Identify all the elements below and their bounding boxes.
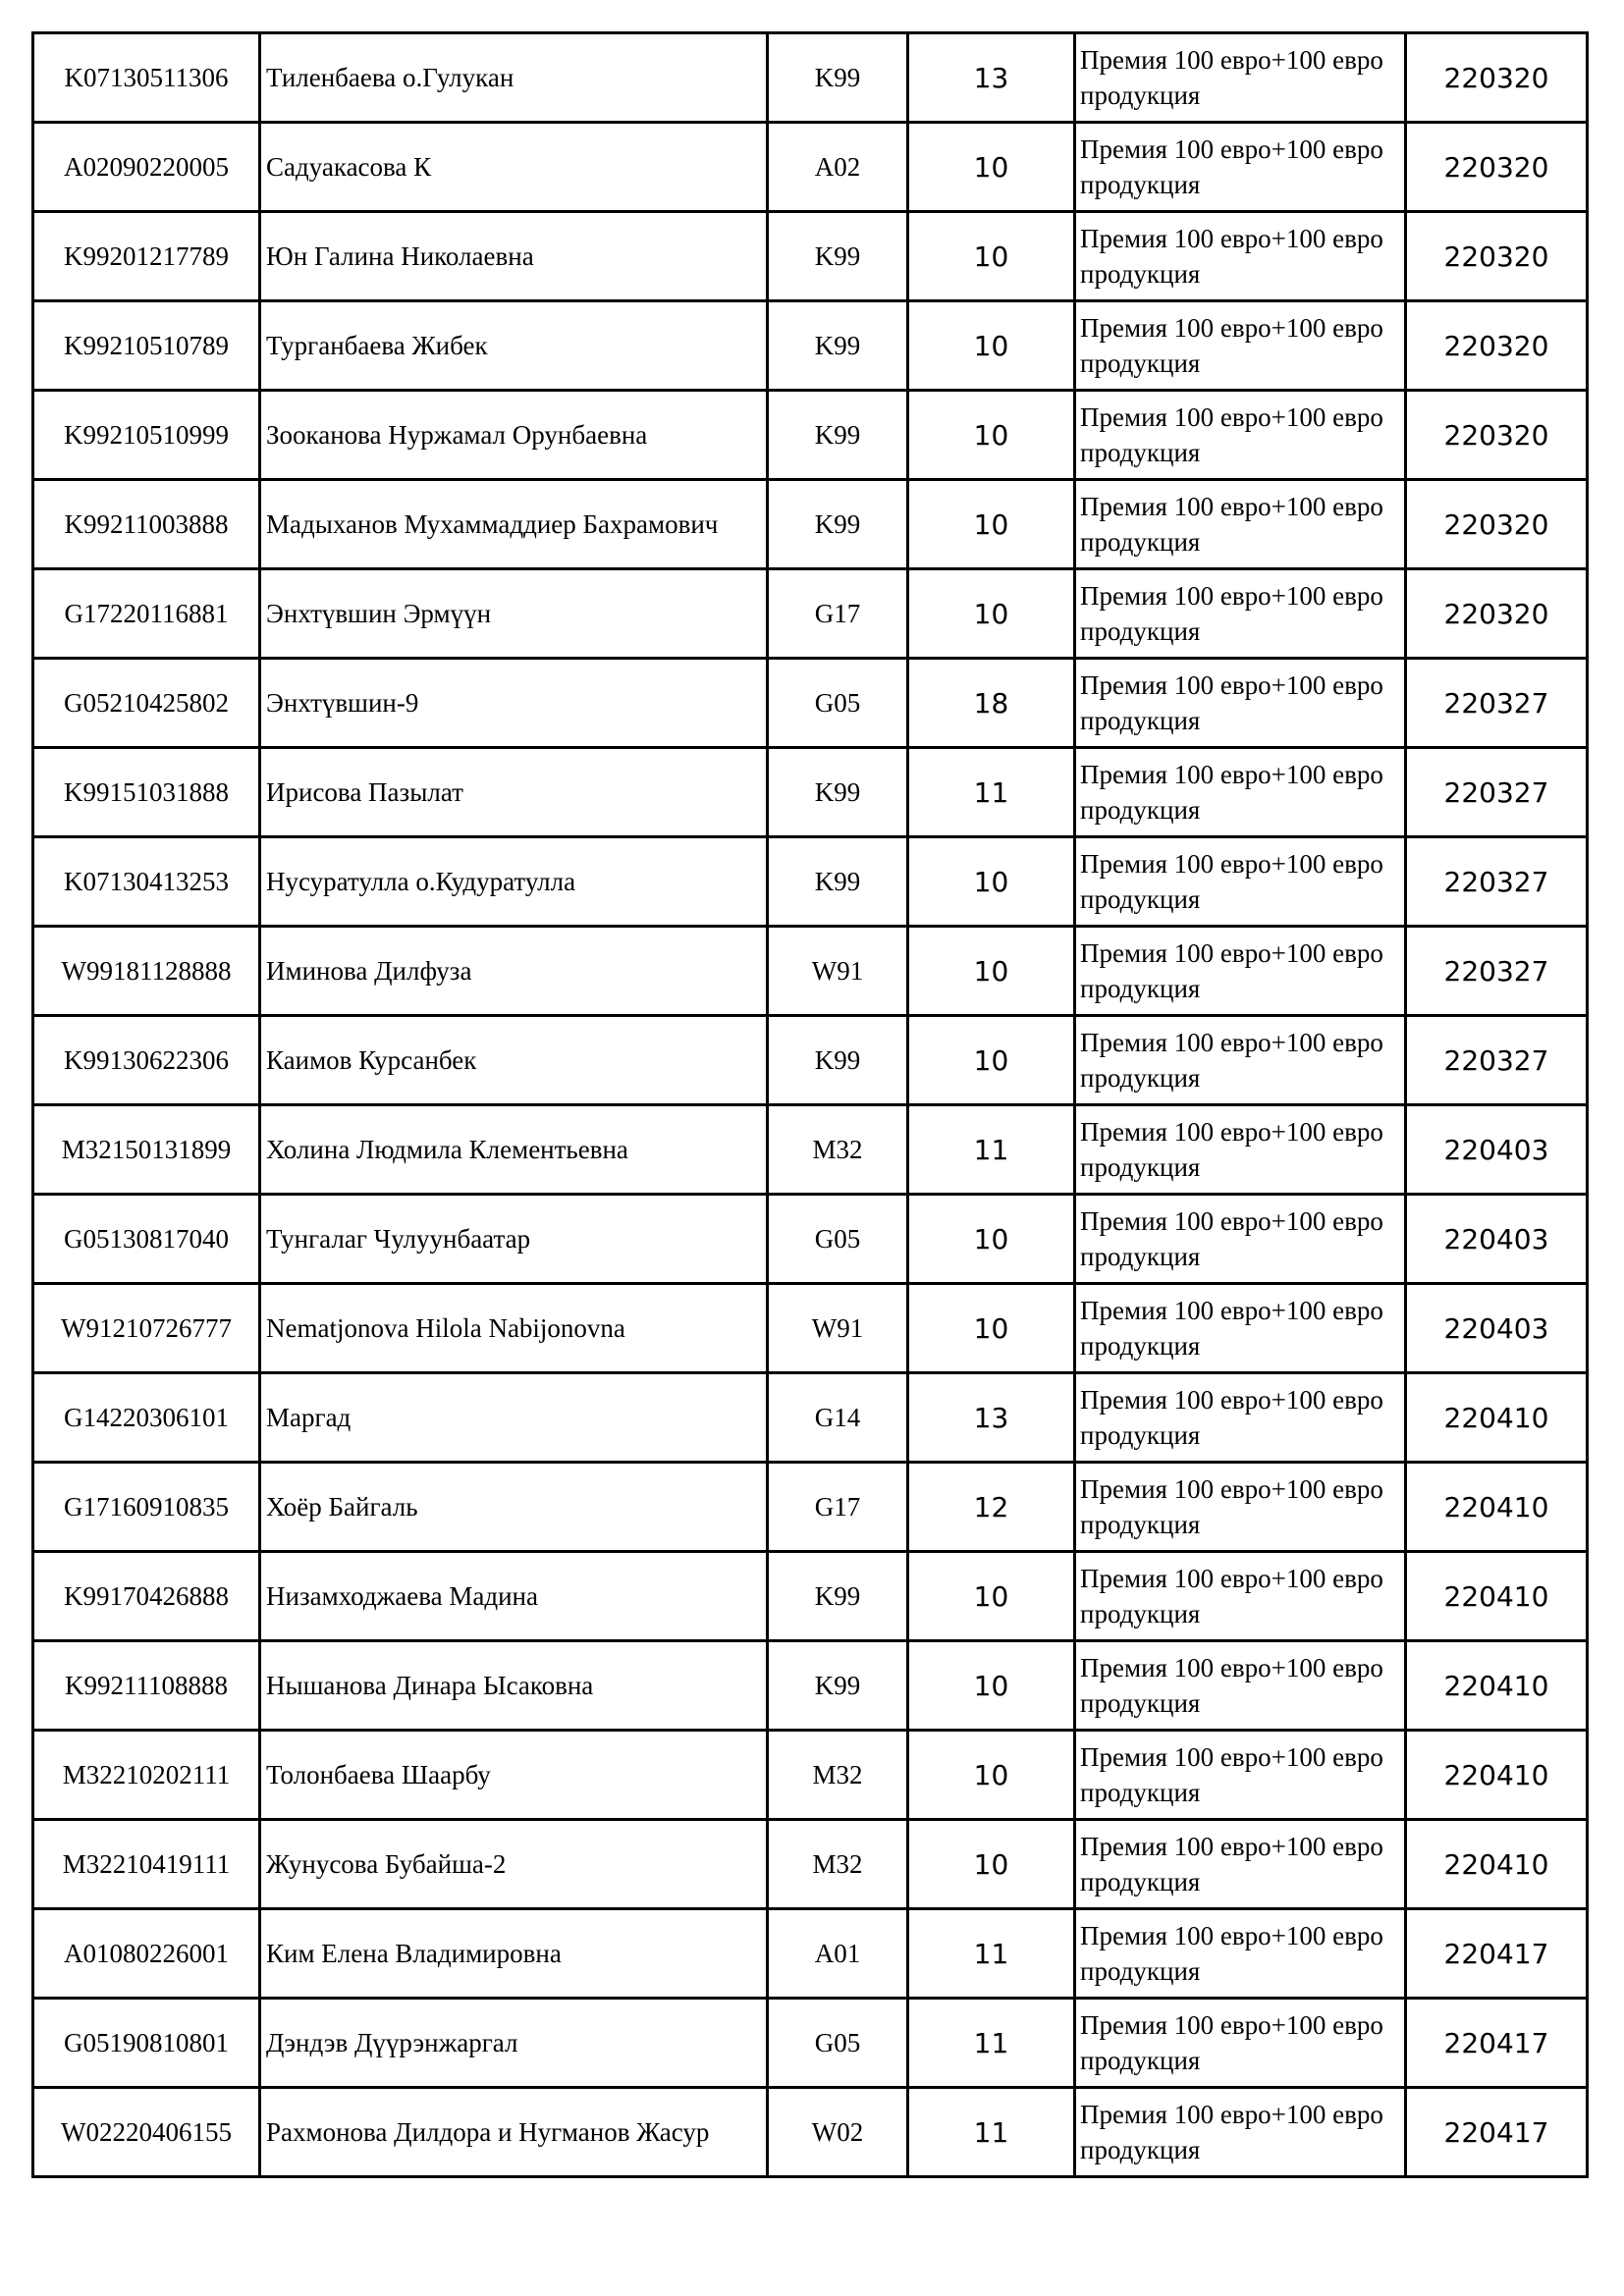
date-cell: 220327 <box>1406 1016 1588 1105</box>
count-cell: 10 <box>908 569 1075 659</box>
group-code-cell: K99 <box>768 1552 908 1641</box>
table-row <box>33 1463 1588 1552</box>
count-cell: 10 <box>908 1820 1075 1909</box>
member-name-cell: Иминова Дилфуза <box>260 927 768 1016</box>
prize-cell: Премия 100 евро+100 евро продукция <box>1075 1463 1406 1552</box>
member-code-cell: G17160910835 <box>33 1463 260 1552</box>
member-code-cell: K99211108888 <box>33 1641 260 1731</box>
prize-cell: Премия 100 евро+100 евро продукция <box>1075 1284 1406 1373</box>
member-name-cell: Холина Людмила Клементьевна <box>260 1105 768 1195</box>
prize-cell: Премия 100 евро+100 евро продукция <box>1075 212 1406 301</box>
table-row <box>33 33 1588 123</box>
member-name-cell: Энхтүвшин Эрмүүн <box>260 569 768 659</box>
member-code-cell: K99130622306 <box>33 1016 260 1105</box>
count-cell: 10 <box>908 123 1075 212</box>
table-row <box>33 480 1588 569</box>
member-code-cell: K99210510999 <box>33 391 260 480</box>
count-cell: 18 <box>908 659 1075 748</box>
date-cell: 220410 <box>1406 1641 1588 1731</box>
date-cell: 220327 <box>1406 659 1588 748</box>
table-row <box>33 659 1588 748</box>
group-code-cell: K99 <box>768 212 908 301</box>
count-cell: 10 <box>908 927 1075 1016</box>
count-cell: 11 <box>908 2088 1075 2177</box>
table-row <box>33 1909 1588 1999</box>
count-cell: 10 <box>908 1284 1075 1373</box>
member-name-cell: Маргад <box>260 1373 768 1463</box>
date-cell: 220327 <box>1406 837 1588 927</box>
date-cell: 220410 <box>1406 1820 1588 1909</box>
date-cell: 220320 <box>1406 301 1588 391</box>
table-row <box>33 1373 1588 1463</box>
member-name-cell: Энхтүвшин-9 <box>260 659 768 748</box>
prize-cell: Премия 100 евро+100 евро продукция <box>1075 391 1406 480</box>
date-cell: 220320 <box>1406 212 1588 301</box>
count-cell: 10 <box>908 1552 1075 1641</box>
count-cell: 10 <box>908 1195 1075 1284</box>
prize-cell: Премия 100 евро+100 евро продукция <box>1075 1999 1406 2088</box>
member-name-cell: Ким Елена Владимировна <box>260 1909 768 1999</box>
member-code-cell: A01080226001 <box>33 1909 260 1999</box>
prize-cell: Премия 100 евро+100 евро продукция <box>1075 659 1406 748</box>
count-cell: 10 <box>908 1731 1075 1820</box>
member-name-cell: Нышанова Динара Ысаковна <box>260 1641 768 1731</box>
member-code-cell: K99211003888 <box>33 480 260 569</box>
date-cell: 220320 <box>1406 569 1588 659</box>
member-code-cell: K99201217789 <box>33 212 260 301</box>
group-code-cell: K99 <box>768 748 908 837</box>
count-cell: 11 <box>908 1105 1075 1195</box>
member-name-cell: Рахмонова Дилдора и Нугманов Жасур <box>260 2088 768 2177</box>
date-cell: 220410 <box>1406 1373 1588 1463</box>
prize-cell: Премия 100 евро+100 евро продукция <box>1075 927 1406 1016</box>
member-name-cell: Ирисова Пазылат <box>260 748 768 837</box>
group-code-cell: K99 <box>768 837 908 927</box>
awards-table-body <box>33 33 1588 2177</box>
date-cell: 220327 <box>1406 748 1588 837</box>
prize-cell: Премия 100 евро+100 евро продукция <box>1075 2088 1406 2177</box>
table-row <box>33 1641 1588 1731</box>
count-cell: 10 <box>908 212 1075 301</box>
count-cell: 11 <box>908 748 1075 837</box>
member-name-cell: Nematjonova Hilola Nabijonovna <box>260 1284 768 1373</box>
date-cell: 220403 <box>1406 1195 1588 1284</box>
member-name-cell: Турганбаева Жибек <box>260 301 768 391</box>
table-row <box>33 1284 1588 1373</box>
member-code-cell: G05190810801 <box>33 1999 260 2088</box>
count-cell: 10 <box>908 837 1075 927</box>
member-name-cell: Тунгалаг Чулуунбаатар <box>260 1195 768 1284</box>
group-code-cell: G05 <box>768 1195 908 1284</box>
count-cell: 12 <box>908 1463 1075 1552</box>
date-cell: 220403 <box>1406 1105 1588 1195</box>
member-code-cell: K99210510789 <box>33 301 260 391</box>
table-row <box>33 1016 1588 1105</box>
member-code-cell: G05210425802 <box>33 659 260 748</box>
group-code-cell: G14 <box>768 1373 908 1463</box>
prize-cell: Премия 100 евро+100 евро продукция <box>1075 1373 1406 1463</box>
date-cell: 220320 <box>1406 33 1588 123</box>
group-code-cell: K99 <box>768 1641 908 1731</box>
member-name-cell: Дэндэв Дүүрэнжаргал <box>260 1999 768 2088</box>
prize-cell: Премия 100 евро+100 евро продукция <box>1075 569 1406 659</box>
prize-cell: Премия 100 евро+100 евро продукция <box>1075 123 1406 212</box>
group-code-cell: G17 <box>768 569 908 659</box>
member-code-cell: M32150131899 <box>33 1105 260 1195</box>
table-row <box>33 569 1588 659</box>
prize-cell: Премия 100 евро+100 евро продукция <box>1075 33 1406 123</box>
date-cell: 220320 <box>1406 123 1588 212</box>
date-cell: 220417 <box>1406 2088 1588 2177</box>
prize-cell: Премия 100 евро+100 евро продукция <box>1075 1909 1406 1999</box>
member-code-cell: G14220306101 <box>33 1373 260 1463</box>
table-row <box>33 927 1588 1016</box>
group-code-cell: M32 <box>768 1820 908 1909</box>
table-row <box>33 212 1588 301</box>
member-code-cell: M32210419111 <box>33 1820 260 1909</box>
group-code-cell: G05 <box>768 659 908 748</box>
count-cell: 11 <box>908 1999 1075 2088</box>
prize-cell: Премия 100 евро+100 евро продукция <box>1075 1731 1406 1820</box>
group-code-cell: K99 <box>768 1016 908 1105</box>
table-row <box>33 391 1588 480</box>
table-row <box>33 1195 1588 1284</box>
member-code-cell: K99151031888 <box>33 748 260 837</box>
prize-cell: Премия 100 евро+100 евро продукция <box>1075 748 1406 837</box>
group-code-cell: A01 <box>768 1909 908 1999</box>
count-cell: 10 <box>908 1641 1075 1731</box>
member-code-cell: A02090220005 <box>33 123 260 212</box>
prize-cell: Премия 100 евро+100 евро продукция <box>1075 1195 1406 1284</box>
group-code-cell: M32 <box>768 1105 908 1195</box>
prize-cell: Премия 100 евро+100 евро продукция <box>1075 480 1406 569</box>
member-name-cell: Низамходжаева Мадина <box>260 1552 768 1641</box>
count-cell: 13 <box>908 33 1075 123</box>
prize-cell: Премия 100 евро+100 евро продукция <box>1075 837 1406 927</box>
member-name-cell: Зооканова Нуржамал Орунбаевна <box>260 391 768 480</box>
table-row <box>33 301 1588 391</box>
table-row <box>33 1731 1588 1820</box>
count-cell: 10 <box>908 301 1075 391</box>
table-row <box>33 1105 1588 1195</box>
date-cell: 220410 <box>1406 1731 1588 1820</box>
member-code-cell: K07130511306 <box>33 33 260 123</box>
group-code-cell: A02 <box>768 123 908 212</box>
group-code-cell: K99 <box>768 480 908 569</box>
member-code-cell: K99170426888 <box>33 1552 260 1641</box>
group-code-cell: W02 <box>768 2088 908 2177</box>
member-code-cell: W91210726777 <box>33 1284 260 1373</box>
member-name-cell: Толонбаева Шаарбу <box>260 1731 768 1820</box>
date-cell: 220327 <box>1406 927 1588 1016</box>
prize-cell: Премия 100 евро+100 евро продукция <box>1075 1641 1406 1731</box>
prize-cell: Премия 100 евро+100 евро продукция <box>1075 1552 1406 1641</box>
group-code-cell: W91 <box>768 1284 908 1373</box>
member-code-cell: K07130413253 <box>33 837 260 927</box>
member-name-cell: Хоёр Байгаль <box>260 1463 768 1552</box>
member-name-cell: Юн Галина Николаевна <box>260 212 768 301</box>
group-code-cell: K99 <box>768 33 908 123</box>
count-cell: 10 <box>908 1016 1075 1105</box>
date-cell: 220417 <box>1406 1909 1588 1999</box>
prize-cell: Премия 100 евро+100 евро продукция <box>1075 1105 1406 1195</box>
date-cell: 220410 <box>1406 1463 1588 1552</box>
date-cell: 220320 <box>1406 480 1588 569</box>
member-code-cell: G17220116881 <box>33 569 260 659</box>
prize-cell: Премия 100 евро+100 евро продукция <box>1075 301 1406 391</box>
table-row <box>33 123 1588 212</box>
group-code-cell: G05 <box>768 1999 908 2088</box>
date-cell: 220417 <box>1406 1999 1588 2088</box>
member-code-cell: G05130817040 <box>33 1195 260 1284</box>
group-code-cell: K99 <box>768 391 908 480</box>
member-code-cell: W99181128888 <box>33 927 260 1016</box>
table-row <box>33 2088 1588 2177</box>
group-code-cell: K99 <box>768 301 908 391</box>
member-name-cell: Жунусова Бубайша-2 <box>260 1820 768 1909</box>
group-code-cell: M32 <box>768 1731 908 1820</box>
date-cell: 220320 <box>1406 391 1588 480</box>
date-cell: 220403 <box>1406 1284 1588 1373</box>
member-name-cell: Нусуратулла о.Кудуратулла <box>260 837 768 927</box>
member-name-cell: Мадыханов Мухаммаддиер Бахрамович <box>260 480 768 569</box>
awards-table <box>31 31 1589 2178</box>
prize-cell: Премия 100 евро+100 евро продукция <box>1075 1820 1406 1909</box>
group-code-cell: W91 <box>768 927 908 1016</box>
table-row <box>33 1999 1588 2088</box>
member-code-cell: M32210202111 <box>33 1731 260 1820</box>
member-name-cell: Каимов Курсанбек <box>260 1016 768 1105</box>
group-code-cell: G17 <box>768 1463 908 1552</box>
table-row <box>33 837 1588 927</box>
table-row <box>33 748 1588 837</box>
member-name-cell: Садуакасова К <box>260 123 768 212</box>
member-code-cell: W02220406155 <box>33 2088 260 2177</box>
date-cell: 220410 <box>1406 1552 1588 1641</box>
count-cell: 10 <box>908 480 1075 569</box>
table-row <box>33 1820 1588 1909</box>
prize-cell: Премия 100 евро+100 евро продукция <box>1075 1016 1406 1105</box>
count-cell: 10 <box>908 391 1075 480</box>
count-cell: 13 <box>908 1373 1075 1463</box>
member-name-cell: Тиленбаева о.Гулукан <box>260 33 768 123</box>
table-row <box>33 1552 1588 1641</box>
count-cell: 11 <box>908 1909 1075 1999</box>
